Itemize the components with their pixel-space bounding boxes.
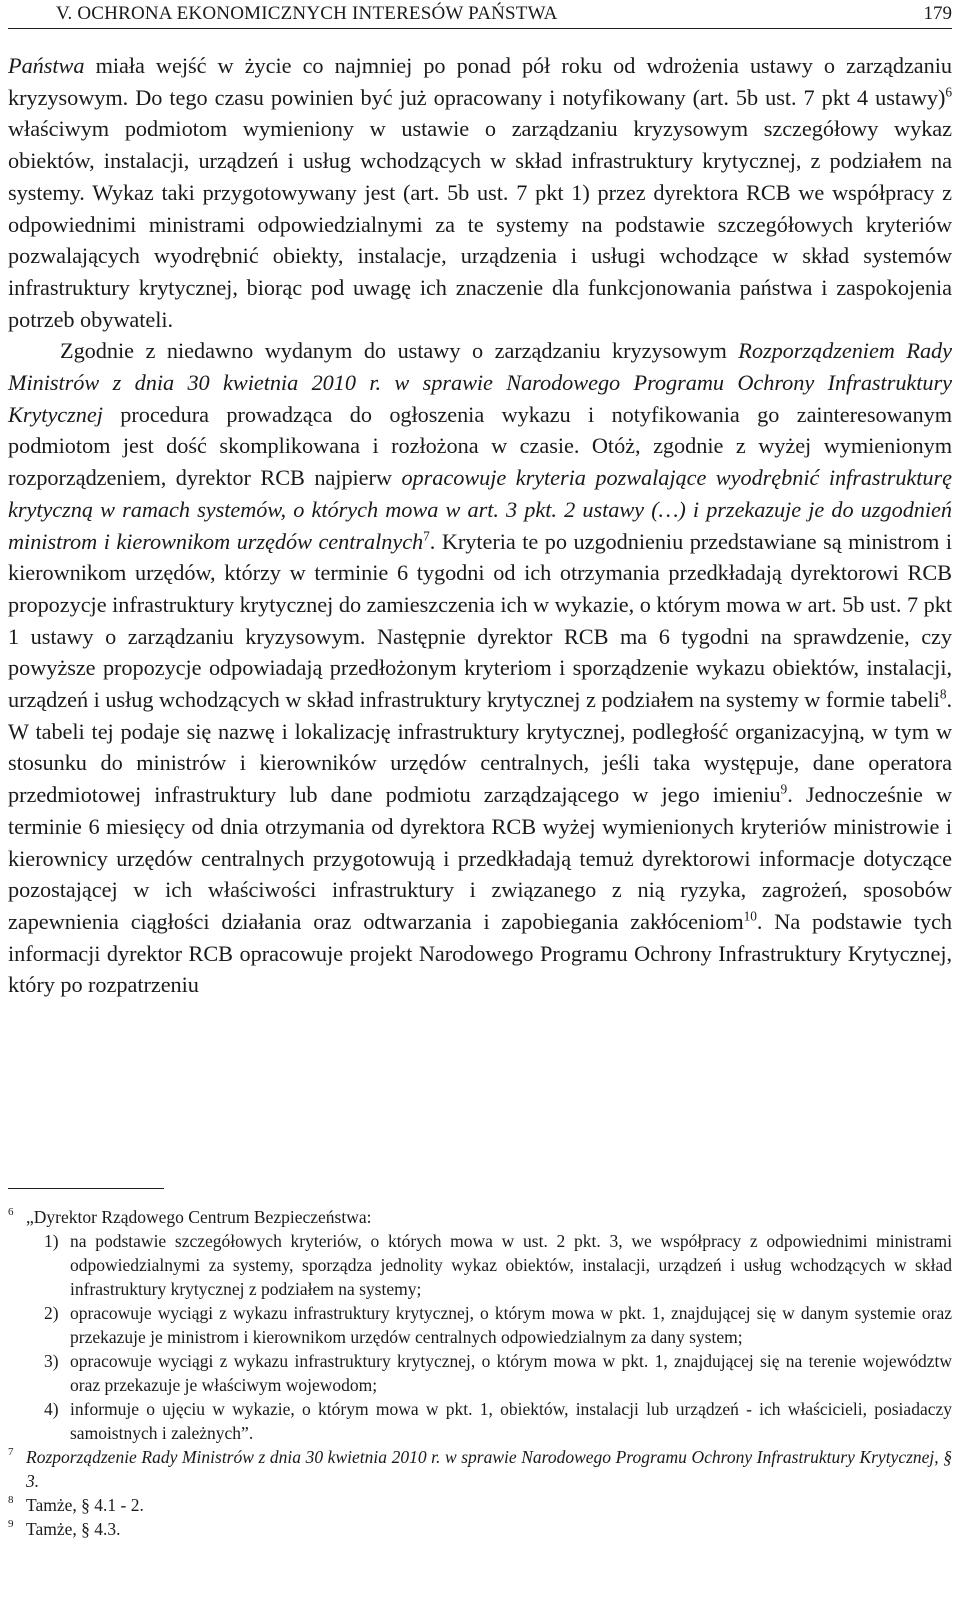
chapter-title: V. OCHRONA EKONOMICZNYCH INTERESÓW PAŃSTWA bbox=[56, 3, 558, 24]
main-text bbox=[8, 50, 952, 1001]
text-span: procedura prowadząca do ogłoszenia wykazu i notyfikowania go zainteresowanym podmiotom jest dość skomplikowana i rozłożona w czasie. Otóż, zgodnie z wyżej wymienionym rozporządzeniem, dyrektor RCB najpierw bbox=[8, 401, 952, 491]
italic-span: Państwa bbox=[8, 53, 85, 78]
footnote-8 bbox=[8, 1493, 952, 1517]
text-span: . Kryteria te po uzgodnieniu przedstawiane są ministrom i kierownikom urzędów, którzy w terminie 6 tygodni od ich otrzymania przedkładają dyrektorowi RCB propozycje infrastruktury krytycznej do zamieszczenia ich w wykazie, o którym mowa w art. 5b ust. 7 pkt 1 ustawy o zarządzaniu kryzysowym. Następnie dyrektor RCB ma 6 tygodni na sprawdzenie, czy powyższe propozycje odpowiadają przedłożonym kryteriom i sporządzenie wykazu obiektów, instalacji, urządzeń i usług wchodzących w skład infrastruktury krytycznej z podziałem na systemy w formie tabeli bbox=[8, 528, 952, 713]
footnote-number: 6 bbox=[8, 1206, 14, 1218]
paragraph-1 bbox=[8, 50, 952, 335]
text-span: miała wejść w życie co najmniej po ponad pół roku od wdrożenia ustawy o zarządzaniu kryzysowym. Do tego czasu powinien być już opracowany i notyfikowany (art. 5b ust. 7 pkt 4 ustawy) bbox=[8, 53, 952, 110]
list-item bbox=[26, 1301, 952, 1349]
text-span: . W tabeli tej podaje się nazwę i lokalizację infrastruktury krytycznej, podległość organizacyjną, w tym w stosunku do ministrów i kierowników urzędów centralnych, jeśli taka występuje, dane operatora przedmiotowej infrastruktury lub dane podmiotu zarządzającego w jego imieniu bbox=[8, 687, 952, 808]
footnote-number: 7 bbox=[8, 1446, 14, 1458]
footnote-separator bbox=[8, 1188, 164, 1189]
list-number: 4) bbox=[44, 1399, 59, 1419]
text-span: . Jednocześnie w terminie 6 miesięcy od dnia otrzymania od dyrektora RCB wyżej wymienionych kryteriów ministrowie i kierownicy urzędów centralnych przygotowują i przedkładają temuż dyrektorowi informacje dotyczące pozostającej w ich właściwości infrastruktury i związanego z nią ryzyka, zagrożeń, sposobów zapewnienia ciągłości działania oraz odtwarzania i zapobiegania zakłóceniom bbox=[8, 782, 952, 934]
footnote-ref-8[interactable]: 8 bbox=[939, 686, 947, 702]
footnote-number: 9 bbox=[8, 1518, 14, 1530]
footnote-ref-7[interactable]: 7 bbox=[423, 528, 430, 544]
list-text: opracowuje wyciągi z wykazu infrastruktury krytycznej, o którym mowa w pkt. 1, znajdującej się na terenie województw oraz przekazuje je właściwym wojewodom; bbox=[70, 1351, 952, 1395]
list-text: opracowuje wyciągi z wykazu infrastruktury krytycznej, o którym mowa w pkt. 1, znajdującej się w danym systemie oraz przekazuje je ministrom i kierownikom urzędów centralnych odpowiedzialnym za dany system; bbox=[70, 1303, 952, 1347]
footnote-9 bbox=[8, 1517, 952, 1541]
footnote-list bbox=[26, 1229, 952, 1445]
list-item bbox=[26, 1349, 952, 1397]
running-header bbox=[8, 0, 952, 29]
text-span: . Na podstawie tych informacji dyrektor RCB opracowuje projekt Narodowego Programu Ochrony Infrastruktury Krytycznej, który po rozpatrzeniu bbox=[8, 908, 952, 998]
text-span: właściwym podmiotom wymieniony w ustawie o zarządzaniu kryzysowym szczegółowy wykaz obiektów, instalacji, urządzeń i usług wchodzących w skład infrastruktury krytycznej, z podziałem na systemy. Wykaz taki przygotowywany jest (art. 5b ust. 7 pkt 1) przez dyrektora RCB we współpracy z odpowiednimi ministrami odpowiedzialnymi za te systemy na podstawie szczegółowych kryteriów pozwalających wyodrębnić obiekty, instalacje, urządzenia i usługi wchodzące w skład systemów infrastruktury krytycznej, biorąc pod uwagę ich znaczenie dla funkcjonowania państwa i zaspokojenia potrzeb obywateli. bbox=[8, 116, 952, 332]
footnote-7 bbox=[8, 1445, 952, 1493]
list-number: 2) bbox=[44, 1303, 59, 1323]
footnote-text: Tamże, § 4.3. bbox=[26, 1519, 121, 1539]
list-number: 3) bbox=[44, 1351, 59, 1371]
footnote-text: Rozporządzenie Rady Ministrów z dnia 30 kwietnia 2010 r. w sprawie Narodowego Programu Ochrony Infrastruktury Krytycznej, § 3. bbox=[26, 1447, 952, 1491]
list-item bbox=[26, 1229, 952, 1301]
footnote-6 bbox=[8, 1205, 952, 1445]
footnote-intro: „Dyrektor Rządowego Centrum Bezpieczeństwa: bbox=[26, 1207, 372, 1227]
paragraph-2 bbox=[8, 335, 952, 1001]
footnote-ref-6[interactable]: 6 bbox=[945, 84, 952, 100]
page-number: 179 bbox=[923, 3, 952, 24]
text-span: Zgodnie z niedawno wydanym do ustawy o zarządzaniu kryzysowym bbox=[60, 338, 739, 364]
list-number: 1) bbox=[44, 1231, 59, 1251]
italic-span: opracowuje kryteria pozwalające wyodrębnić infrastrukturę krytyczną w ramach systemów, o których mowa w art. 3 pkt. 2 ustawy (…) i przekazuje je do uzgodnień ministrom i kierownikom urzędów centralnych bbox=[8, 465, 952, 554]
footnote-text: Tamże, § 4.1 - 2. bbox=[26, 1495, 144, 1515]
list-text: informuje o ujęciu w wykazie, o którym mowa w pkt. 1, obiektów, instalacji lub urządzeń - ich właścicieli, posiadaczy samoistnych i zależnych”. bbox=[70, 1399, 952, 1443]
footnote-number: 8 bbox=[8, 1494, 14, 1506]
footnote-ref-10[interactable]: 10 bbox=[743, 908, 757, 924]
footnotes bbox=[8, 1205, 952, 1541]
footnote-ref-9[interactable]: 9 bbox=[780, 781, 788, 797]
list-item bbox=[26, 1397, 952, 1445]
list-text: na podstawie szczegółowych kryteriów, o których mowa w ust. 2 pkt. 3, we współpracy z odpowiednimi ministrami odpowiedzialnymi za systemy, sporządza jednolity wykaz obiektów, instalacji, urządzeń i usług wchodzących w skład infrastruktury krytycznej z podziałem na systemy; bbox=[70, 1231, 952, 1299]
italic-span: Rozporządzeniem Rady Ministrów z dnia 30 kwietnia 2010 r. w sprawie Narodowego Programu Ochrony Infrastruktury Krytycznej bbox=[8, 338, 952, 427]
